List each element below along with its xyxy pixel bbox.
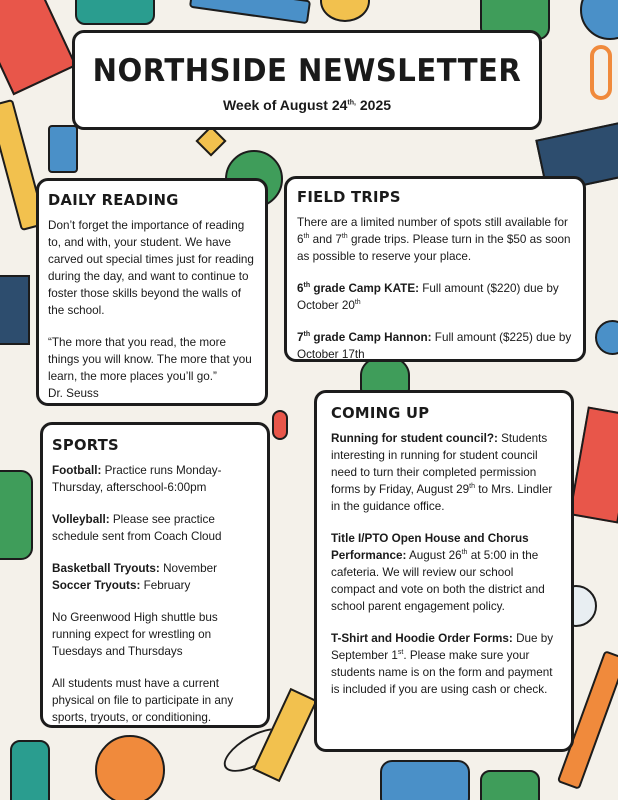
field-trips-intro: There are a limited number of spots still available for 6th and 7th grade trips. Please turn in the $50 as soon as possible to reserve your place. [297,216,571,263]
basketball-doodle [95,735,165,800]
daily-reading-title: DAILY READING [48,191,179,209]
teal-bag-doodle [75,0,155,25]
daily-reading-author: Dr. Seuss [48,387,99,400]
gear-doodle [595,320,618,355]
coming-up-title: COMING UP [331,404,430,422]
week-of-date: Week of August $24^{th,}$ 2025 [222,97,392,113]
coming-up-open-house: Title I/PTO Open House and Chorus Performance: August 26th at 5:00 in the cafeteria. We will review our school compact and vote on both the district and school parent engagement policy. [331,532,545,613]
bottom-bag-doodle [380,760,470,800]
teal-bottle-doodle [10,740,50,800]
sports-volleyball: Volleyball: Please see practice schedule sent from Coach Cloud [52,513,222,543]
sports-basketball: Basketball Tryouts: November [52,562,217,575]
paperclip-doodle [590,45,612,100]
sports-football: Football: Practice runs Monday-Thursday, afterschool-6:00pm [52,464,222,494]
coming-up-council: Running for student council?: Students interesting in running for student council need to turn their completed permission forms by Friday, August 29th to Mrs. Lindler in the guidance office. [331,432,553,513]
newsletter-header [72,30,542,130]
newsletter-title: NORTHSIDE NEWSLETTER [92,53,522,89]
yellow-circle-doodle [320,0,370,22]
field-trips-card [284,176,586,362]
globe-doodle [580,0,618,40]
sports-physical-note: All students must have a current physical on file to participate in any sports, tryouts, or conditioning. [52,677,234,724]
field-trips-title: FIELD TRIPS [297,188,401,206]
dot-doodle [272,410,288,440]
blue-pencil-doodle [189,0,311,24]
trip-camp-hannon: 7th grade Camp Hannon: Full amount ($225) due by October 17th [297,331,572,361]
cup-doodle [48,125,78,173]
green-bag-left-doodle [0,470,33,560]
daily-reading-quote: “The more that you read, the more things you will know. The more that you learn, the more places you’ll go.” [48,336,252,383]
daily-reading-paragraph: Don’t forget the importance of reading to, and with, your student. We have carved out special times just for reading during the day, and want to continue to foster those skills beyond the walls of the school. [48,219,254,317]
coming-up-card [314,390,574,752]
red-book-doodle [0,0,77,95]
sports-title: SPORTS [52,436,119,454]
trip-camp-kate: 6th grade Camp KATE: Full amount ($220) due by October 20th [297,282,559,312]
sports-soccer: Soccer Tryouts: February [52,579,191,592]
coming-up-tshirt-forms: T-Shirt and Hoodie Order Forms: Due by September 1st. Please make sure your students name is on the form and payment is included if you are using cash or check. [331,632,554,696]
bottom-green-doodle [480,770,540,800]
star-doodle [195,125,226,156]
chalkboard-left-doodle [0,275,30,345]
sports-shuttle-note: No Greenwood High shuttle bus running expect for wrestling on Tuesdays and Thursdays [52,611,218,658]
sports-card [40,422,270,728]
red-book-right-doodle [569,406,618,523]
daily-reading-card [36,178,268,406]
